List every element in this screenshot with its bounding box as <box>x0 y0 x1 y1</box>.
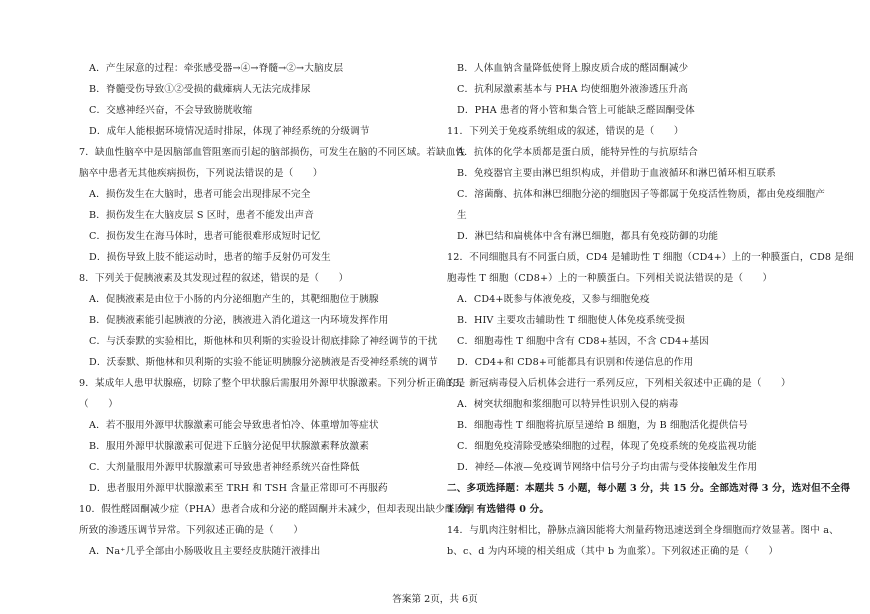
left-column-line: B．促胰液素能引起胰液的分泌，胰液进入消化道这一内环境发挥作用 <box>89 315 389 326</box>
left-column-line: C．交感神经兴奋，不会导致膀胱收缩 <box>89 105 253 116</box>
right-column-line: A．CD4+既参与体液免疫，又参与细胞免疫 <box>457 294 650 305</box>
right-column-line: C．细胞毒性 T 细胞中含有 CD8+基因，不含 CD4+基因 <box>457 336 710 347</box>
right-column-line: B．HIV 主要攻击辅助性 T 细胞使人体免疫系统受损 <box>457 315 686 326</box>
right-column-line: B．人体血钠含量降低使肾上腺皮质合成的醛固酮减少 <box>457 63 689 74</box>
left-column-line: B．损伤发生在大脑皮层 S 区时，患者不能发出声音 <box>89 210 314 221</box>
right-column-line: 二、多项选择题：本题共 5 小题，每小题 3 分，共 15 分。全部选对得 3 分，选对但不全得 <box>447 483 851 494</box>
left-column-line: 10．假性醛固酮减少症（PHA）患者合成和分泌的醛固酮并未减少，但却表现出缺少醛固酮 <box>79 504 475 515</box>
right-column-line: 胞毒性 T 细胞（CD8+）上的一种膜蛋白。下列相关说法错误的是（ ） <box>447 273 773 284</box>
left-column-line: D．损伤导致上肢不能运动时，患者的缩手反射仍可发生 <box>89 252 331 263</box>
right-column-line: D．神经—体液—免疫调节网络中信号分子均由需与受体接触发生作用 <box>457 462 758 473</box>
left-column-line: A．产生尿意的过程：牵张感受器→④→脊髓→②→大脑皮层 <box>89 63 344 74</box>
right-column-line: B．细胞毒性 T 细胞将抗原呈递给 B 细胞，为 B 细胞活化提供信号 <box>457 420 748 431</box>
right-column-line: D．PHA 患者的肾小管和集合管上可能缺乏醛固酮受体 <box>457 105 695 116</box>
left-column-line: B．服用外源甲状腺激素可促进下丘脑分泌促甲状腺激素释放激素 <box>89 441 370 452</box>
right-column-line: 生 <box>457 210 467 221</box>
left-column-line: 7．缺血性脑卒中是因脑部血管阻塞而引起的脑部损伤，可发生在脑的不同区域。若缺血性 <box>79 147 466 158</box>
left-column-line: 脑卒中患者无其他疾病损伤，下列说法错误的是（ ） <box>79 168 323 179</box>
right-column-line: C．溶菌酶、抗体和淋巴细胞分泌的细胞因子等都属于免疫活性物质，都由免疫细胞产 <box>457 189 826 200</box>
left-column-line: C．大剂量服用外源甲状腺激素可导致患者神经系统兴奋性降低 <box>89 462 360 473</box>
left-column-line: D．患者服用外源甲状腺激素至 TRH 和 TSH 含量正常即可不再服药 <box>89 483 388 494</box>
right-column-line: A．树突状细胞和浆细胞可以特异性识别入侵的病毒 <box>457 399 679 410</box>
right-column-line: A．抗体的化学本质都是蛋白质，能特异性的与抗原结合 <box>457 147 698 158</box>
right-column-line: C．细胞免疫清除受感染细胞的过程，体现了免疫系统的免疫监视功能 <box>457 441 757 452</box>
left-column-line: A．促胰液素是由位于小肠的内分泌细胞产生的，其靶细胞位于胰腺 <box>89 294 379 305</box>
right-column-line: 1 分，有选错得 0 分。 <box>447 504 550 515</box>
right-column-line: D．CD4+和 CD8+可能都具有识别和传递信息的作用 <box>457 357 694 368</box>
left-column-line: A．若不服用外源甲状腺激素可能会导致患者怕冷、体重增加等症状 <box>89 420 379 431</box>
left-column-line: 8．下列关于促胰液素及其发现过程的叙述，错误的是（ ） <box>79 273 349 284</box>
right-column-line: b、c、d 为内环境的相关组成（其中 b 为血浆）。下列叙述正确的是（ ） <box>447 546 779 557</box>
left-column-line: 9．某成年人患甲状腺癌，切除了整个甲状腺后需服用外源甲状腺激素。下列分析正确的是 <box>79 378 466 389</box>
right-column <box>447 62 854 558</box>
right-column-line: B．免疫器官主要由淋巴组织构成，并借助于血液循环和淋巴循环相互联系 <box>457 168 776 179</box>
left-column-line: C．与沃泰默的实验相比，斯他林和贝利斯的实验设计彻底排除了神经调节的干扰 <box>89 336 438 347</box>
page-footer: 答案第 2页，共 6页 <box>392 594 478 605</box>
left-column-line: D．成年人能根据环境情况适时排尿，体现了神经系统的分级调节 <box>89 126 370 137</box>
left-column-line: A．损伤发生在大脑时，患者可能会出现排尿不完全 <box>89 189 311 200</box>
left-column <box>79 62 475 558</box>
left-column-line: B．脊髓受伤导致①②受损的截瘫病人无法完成排尿 <box>89 84 311 95</box>
left-column-line: A．Na⁺几乎全部由小肠吸收且主要经皮肤随汗液排出 <box>89 546 321 557</box>
right-column-line: 14．与肌肉注射相比，静脉点滴因能将大剂量药物迅速送到全身细胞而疗效显著。图中 a、 <box>447 525 839 536</box>
right-column-line: 12．不同细胞具有不同蛋白质，CD4 是辅助性 T 细胞（CD4+）上的一种膜蛋白，CD8 是细 <box>447 252 854 263</box>
right-column-line: D．淋巴结和扁桃体中含有淋巴细胞，都具有免疫防御的功能 <box>457 231 719 242</box>
right-column-line: 13．新冠病毒侵入后机体会进行一系列反应，下列相关叙述中正确的是（ ） <box>447 378 791 389</box>
left-column-line: 所致的渗透压调节异常。下列叙述正确的是（ ） <box>79 525 304 536</box>
right-column-line: C．抗利尿激素基本与 PHA 均使细胞外液渗透压升高 <box>457 84 688 95</box>
left-column-line: C．损伤发生在海马体时，患者可能很难形成短时记忆 <box>89 231 321 242</box>
left-column-line: （ ） <box>79 399 118 410</box>
right-column-line: 11．下列关于免疫系统组成的叙述，错误的是（ ） <box>447 126 684 137</box>
left-column-line: D．沃泰默、斯他林和贝利斯的实验不能证明胰腺分泌胰液是否受神经系统的调节 <box>89 357 438 368</box>
